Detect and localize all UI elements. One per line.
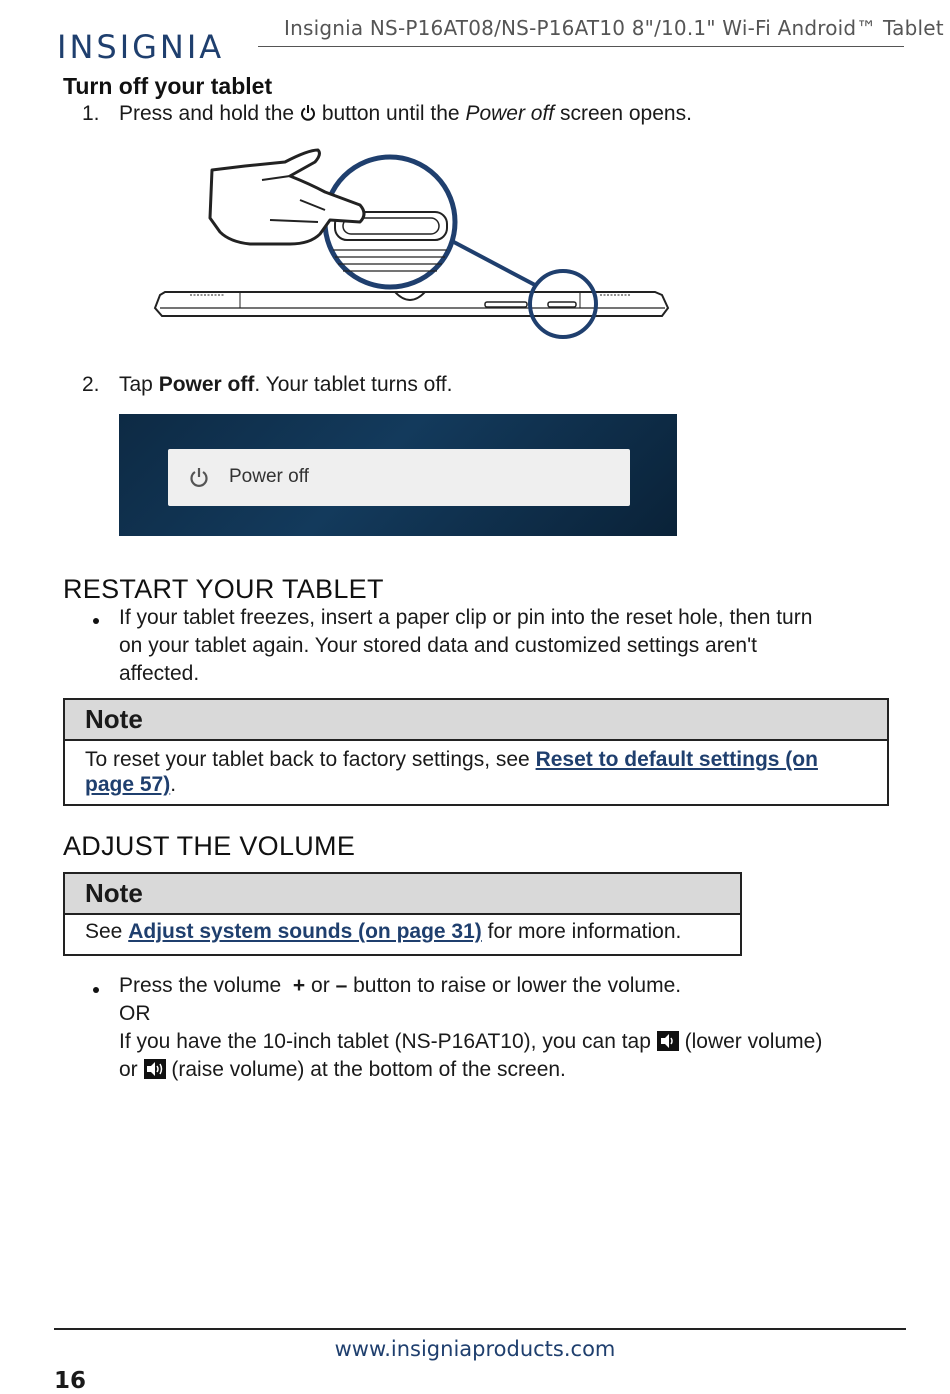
step-1-mid: button until the: [321, 102, 460, 125]
restart-note-body: [65, 741, 887, 797]
insignia-logo: INSIGNIA: [57, 28, 225, 66]
volume-note-body: [65, 915, 740, 944]
bullet-dot: [93, 987, 99, 993]
note-title: Note: [65, 700, 887, 741]
volume-pre: Press the volume: [119, 974, 282, 997]
restart-note-box: [63, 698, 889, 806]
note-title: Note: [65, 874, 740, 915]
restart-heading: RESTART YOUR TABLET: [63, 574, 384, 604]
note-post: for more information.: [487, 920, 682, 943]
volume-or: or: [311, 974, 330, 997]
footer-url[interactable]: www.insigniaproducts.com: [334, 1337, 616, 1361]
line4-post: (raise volume) at the bottom of the screen.: [171, 1058, 566, 1081]
volume-down-icon: [657, 1031, 679, 1051]
power-icon: [189, 467, 209, 488]
volume-up-icon: [144, 1059, 166, 1079]
restart-bullet-line-3: affected.: [119, 662, 200, 685]
power-icon: [300, 104, 316, 122]
minus-symbol: –: [335, 974, 348, 997]
note-pre: See: [85, 920, 123, 943]
step-2-bold: Power off: [158, 373, 255, 396]
step-2-text: [119, 373, 452, 397]
plus-symbol: +: [292, 974, 306, 997]
volume-line-3: [119, 1030, 822, 1054]
volume-post: button to raise or lower the volume.: [353, 974, 682, 997]
step-1-text: [119, 102, 692, 126]
reset-settings-link[interactable]: Reset to default settings (on: [535, 748, 818, 771]
step-1-number: 1.: [82, 102, 100, 125]
tablet-power-button-illustration: [150, 140, 680, 350]
step-1-pre: Press and hold the: [119, 102, 295, 125]
volume-line-4: [119, 1058, 566, 1082]
step-1-emphasis: Power off: [465, 102, 555, 125]
volume-heading: ADJUST THE VOLUME: [63, 831, 356, 861]
footer-divider: [54, 1328, 906, 1330]
header-title: Insignia NS-P16AT08/NS-P16AT10 8"/10.1" Wi-Fi Android™ Tablet: [284, 16, 944, 40]
restart-bullet-line-2: on your tablet again. Your stored data and customized settings aren't: [119, 634, 757, 657]
line3-post: (lower volume): [684, 1030, 823, 1053]
line3-pre: If you have the 10-inch tablet (NS-P16AT10), you can tap: [119, 1030, 651, 1053]
page-number: 16: [54, 1368, 87, 1394]
volume-bullet-line-1: [119, 974, 681, 998]
or-line: OR: [119, 1002, 151, 1025]
step-1-post: screen opens.: [560, 102, 692, 125]
reset-settings-link-page[interactable]: page 57): [85, 773, 171, 796]
volume-note-box: [63, 872, 742, 956]
power-off-option[interactable]: [168, 449, 630, 506]
note-end: .: [170, 773, 177, 796]
line4-pre: or: [119, 1058, 138, 1081]
step-2-post: . Your tablet turns off.: [254, 373, 453, 396]
header-divider: [258, 46, 904, 47]
adjust-sounds-link[interactable]: Adjust system sounds (on page 31): [128, 920, 482, 943]
step-2-pre: Tap: [119, 373, 153, 396]
step-2-number: 2.: [82, 373, 100, 396]
turn-off-heading: Turn off your tablet: [63, 73, 273, 99]
power-off-label: Power off: [229, 466, 309, 487]
restart-bullet-line-1: If your tablet freezes, insert a paper clip or pin into the reset hole, then turn: [119, 606, 813, 629]
note-text: To reset your tablet back to factory settings, see: [85, 748, 530, 771]
bullet-dot: [93, 618, 99, 624]
